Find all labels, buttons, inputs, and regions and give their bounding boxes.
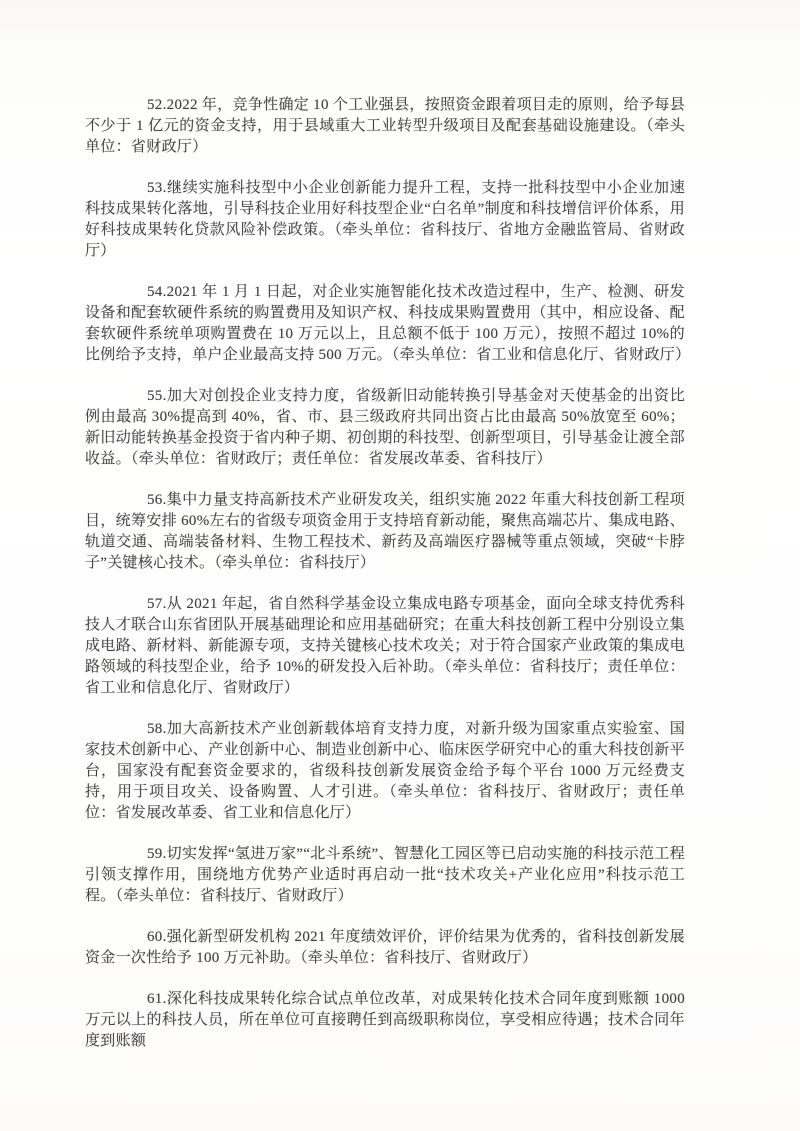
paragraph-58: 58.加大高新技术产业创新载体培育支持力度，对新升级为国家重点实验室、国家技术创新中心、产业创新中心、制造业创新中心、临床医学研究中心的重大科技创新平台，国家没有配套资金要求的，省级科技创新发展资金给予每个平台 1000 万元经费支持，用于项目攻关、设备购置、人才引进。（牵头单位：省科技厅、省财政厅；责任单位：省发展改革委、省工业和信息化厅）: [85, 721, 685, 821]
paragraph-57: 57.从 2021 年起，省自然科学基金设立集成电路专项基金，面向全球支持优秀科技人才联合山东省团队开展基础理论和应用基础研究；在重大科技创新工程中分别设立集成电路、新材料、新能源专项，支持关键核心技术攻关；对于符合国家产业政策的集成电路领域的科技型企业，给予 10%的研发投入后补助。（牵头单位：省科技厅；责任单位：省工业和信息化厅、省财政厅）: [85, 596, 685, 696]
paragraph-52: 52.2022 年，竞争性确定 10 个工业强县，按照资金跟着项目走的原则，给予每县不少于 1 亿元的资金支持，用于县域重大工业转型升级项目及配套基础设施建设。（牵头单位：省财政厅）: [85, 97, 685, 155]
paragraph-53: 53.继续实施科技型中小企业创新能力提升工程，支持一批科技型中小企业加速科技成果转化落地，引导科技企业用好科技型企业“白名单”制度和科技增信评价体系，用好科技成果转化贷款风险补偿政策。（牵头单位：省科技厅、省地方金融监管局、省财政厅）: [85, 180, 685, 259]
paragraph-60: 60.强化新型研发机构 2021 年度绩效评价，评价结果为优秀的，省科技创新发展资金一次性给予 100 万元补助。（牵头单位：省科技厅、省财政厅）: [85, 929, 685, 966]
paragraph-56: 56.集中力量支持高新技术产业研发攻关，组织实施 2022 年重大科技创新工程项目，统筹安排 60%左右的省级专项资金用于支持培育新动能，聚焦高端芯片、集成电路、轨道交通、高端装备材料、生物工程技术、新药及高端医疗器械等重点领域，突破“卡脖子”关键核心技术。（牵头单位：省科技厅）: [85, 492, 685, 571]
paragraph-59: 59.切实发挥“氢进万家”“北斗系统”、智慧化工园区等已启动实施的科技示范工程引领支撑作用，围绕地方优势产业适时再启动一批“技术攻关+产业化应用”科技示范工程。（牵头单位：省科技厅、省财政厅）: [85, 846, 685, 904]
paragraph-55: 55.加大对创投企业支持力度，省级新旧动能转换引导基金对天使基金的出资比例由最高 30%提高到 40%，省、市、县三级政府共同出资占比由最高 50%放宽至 60%；新旧动能转换基金投资于省内种子期、初创期的科技型、创新型项目，引导基金让渡全部收益。（牵头单位：省财政厅；责任单位：省发展改革委、省科技厅）: [85, 388, 685, 467]
paragraph-54: 54.2021 年 1 月 1 日起，对企业实施智能化技术改造过程中，生产、检测、研发设备和配套软硬件系统的购置费用及知识产权、科技成果购置费用（其中，相应设备、配套软硬件系统单项购置费在 10 万元以上，且总额不低于 100 万元），按照不超过 10%的比例给予支持，单户企业最高支持 500 万元。（牵头单位：省工业和信息化厅、省财政厅）: [85, 284, 691, 363]
paragraph-61: 61.深化科技成果转化综合试点单位改革，对成果转化技术合同年度到账额 1000 万元以上的科技人员，所在单位可直接聘任到高级职称岗位，享受相应待遇；技术合同年度到账额: [85, 991, 685, 1049]
document-body: [85, 95, 691, 1052]
